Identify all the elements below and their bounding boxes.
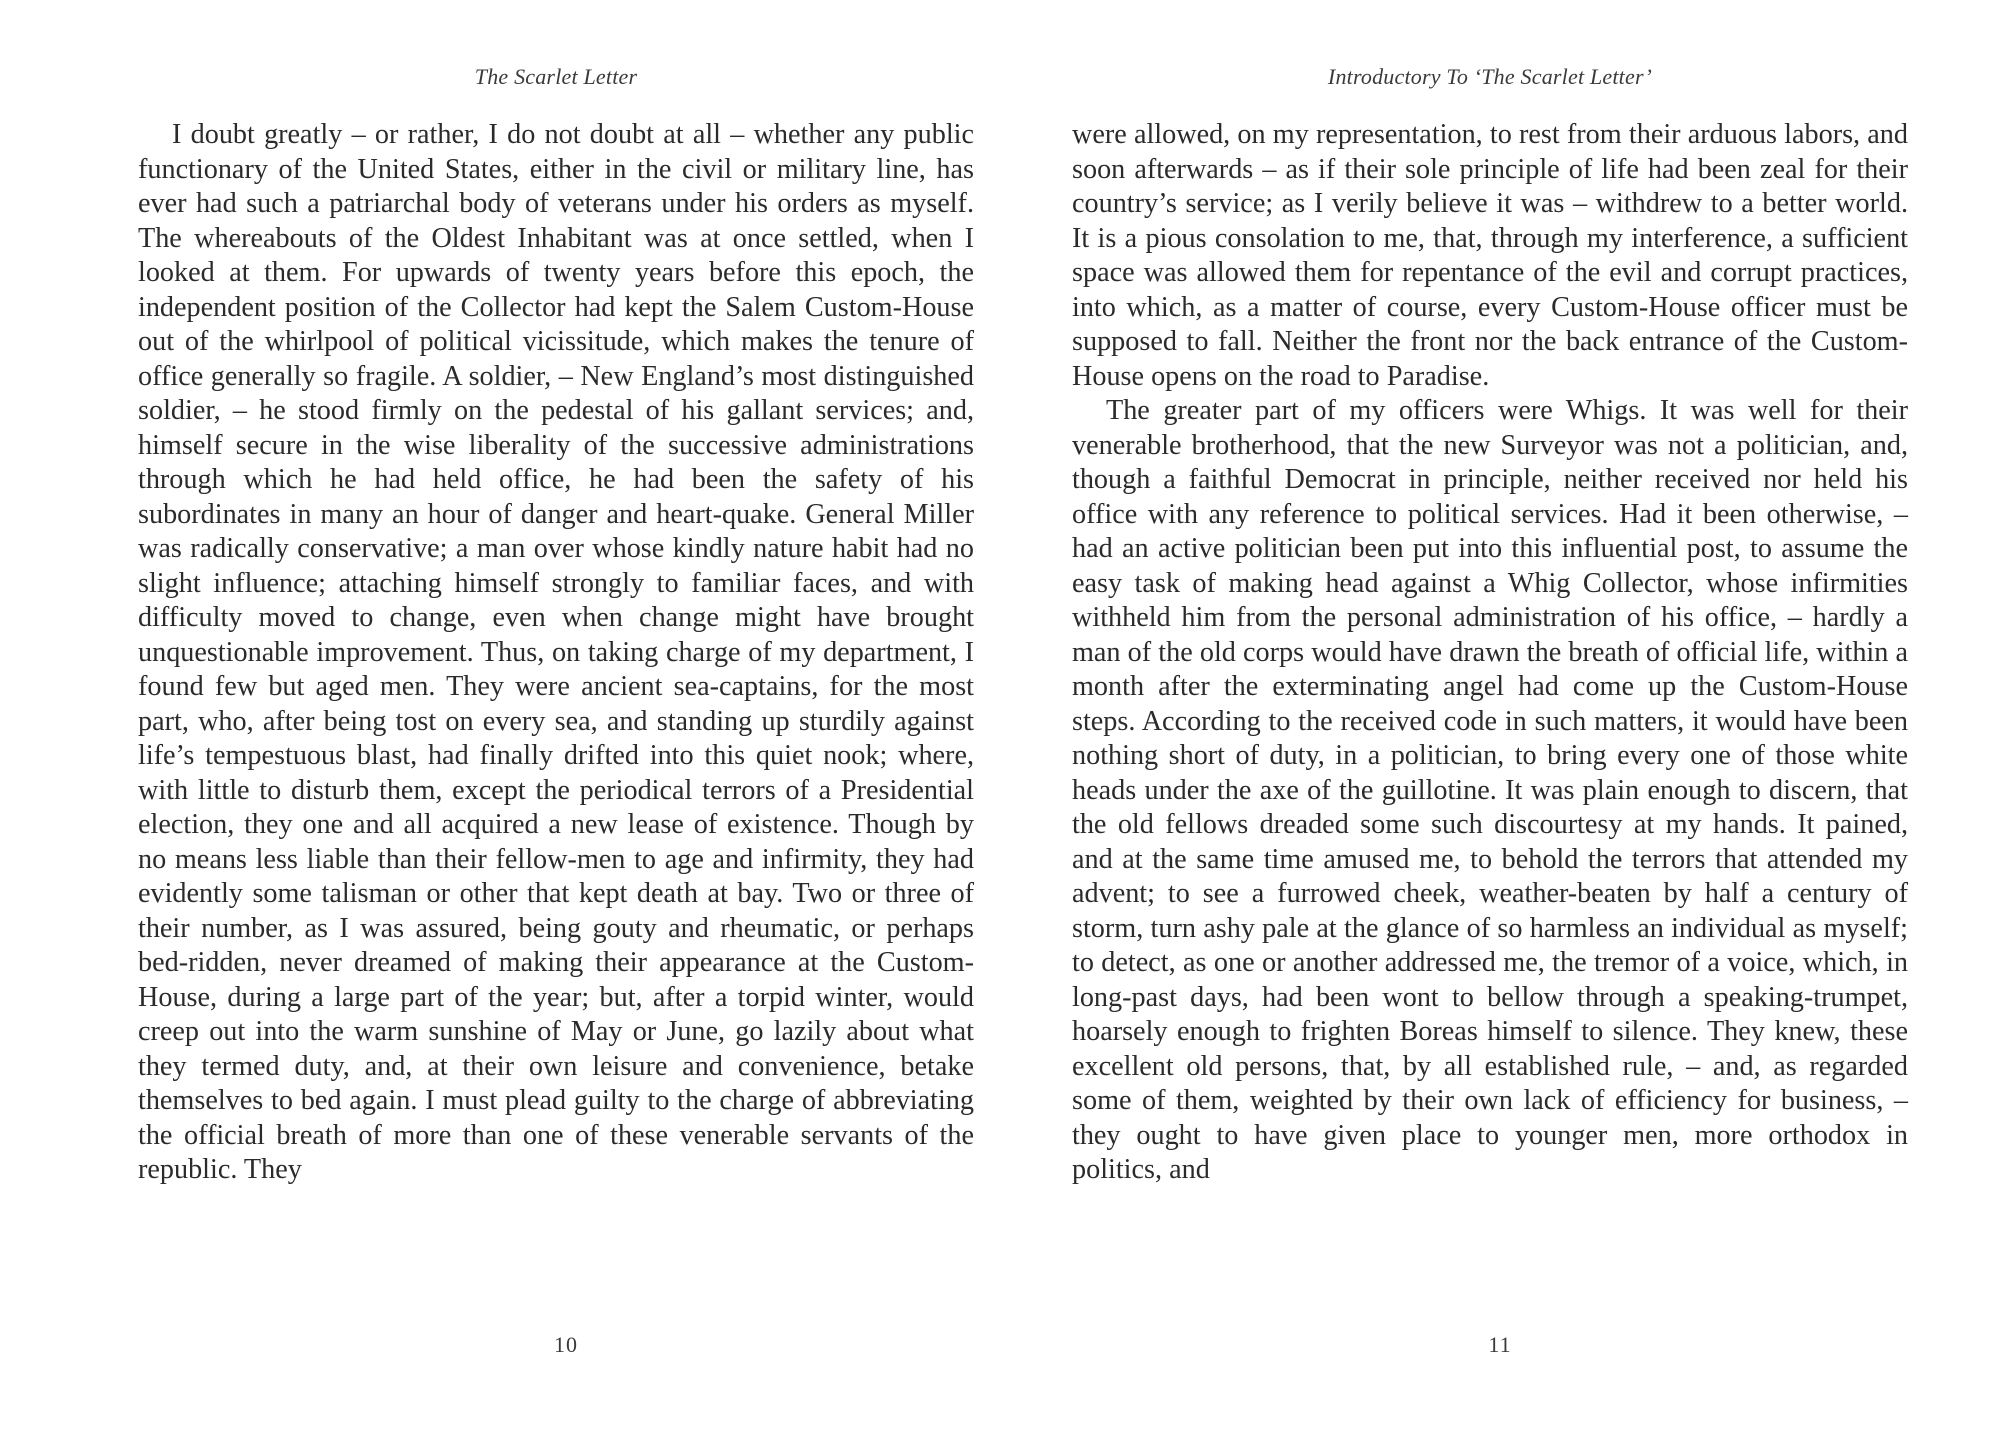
left-paragraph-1: I doubt greatly – or rather, I do not doubt at all – whether any public functionary of the United States, either in the civil or military line, has ever had such a patriarchal body of veterans under his orders as myself. The whereabouts of the Oldest Inhabitant was at once settled, when I looked at them. For upwards of twenty years before this epoch, the independent position of the Collector had kept the Salem Custom-House out of the whirlpool of political vicissitude, which makes the tenure of office generally so fragile. A soldier, – New England’s most distinguished soldier, – he stood firmly on the pedestal of his gallant services; and, himself secure in the wise liberality of the successive administrations through which he had held office, he had been the safety of his subordinates in many an hour of danger and heart-quake. General Miller was radically conservative; a man over whose kindly nature habit had no slight influence; attaching himself strongly to familiar faces, and with difficulty moved to change, even when change might have brought unquestionable improvement. Thus, on taking charge of my department, I found few but aged men. They were ancient sea-captains, for the most part, who, after being tost on every sea, and standing up sturdily against life’s tempestuous blast, had finally drifted into this quiet nook; where, with little to disturb them, except the periodical terrors of a Presidential election, they one and all acquired a new lease of existence. Though by no means less liable than their fellow-men to age and infirmity, they had evidently some talisman or other that kept death at bay. Two or three of their number, as I was assured, being gouty and rheumatic, or perhaps bed-ridden, never dreamed of making their appearance at the Custom-House, during a large part of the year; but, after a torpid winter, would creep out into the warm sunshine of May or June, go lazily about what they termed duty, and, at their own leisure and convenience, betake themselves to bed again. I must plead guilty to the charge of abbreviating the official breath of more than one of these venerable servants of the republic. They: [138, 119, 974, 1185]
left-text-block: [138, 118, 974, 1188]
right-running-head: Introductory To ‘The Scarlet Letter’: [1327, 64, 1653, 89]
left-page: [138, 0, 974, 1453]
left-running-head: The Scarlet Letter: [474, 64, 638, 89]
right-page: [1072, 0, 1908, 1453]
right-paragraph-2: The greater part of my officers were Whigs. It was well for their venerable brotherhood, that the new Surveyor was not a politician, and, though a faithful Democrat in principle, neither received nor held his office with any reference to political services. Had it been otherwise, – had an active politician been put into this influential post, to assume the easy task of making head against a Whig Collector, whose infirmities withheld him from the personal administration of his office, – hardly a man of the old corps would have drawn the breath of official life, within a month after the exterminating angel had come up the Custom-House steps. According to the received code in such matters, it would have been nothing short of duty, in a politician, to bring every one of those white heads under the axe of the guillotine. It was plain enough to discern, that the old fellows dreaded some such discourtesy at my hands. It pained, and at the same time amused me, to behold the terrors that attended my advent; to see a furrowed cheek, weather-beaten by half a century of storm, turn ashy pale at the glance of so harmless an individual as myself; to detect, as one or another addressed me, the tremor of a voice, which, in long-past days, had been wont to bellow through a speaking-trumpet, hoarsely enough to frighten Boreas himself to silence. They knew, these excellent old persons, that, by all established rule, – and, as regarded some of them, weighted by their own lack of efficiency for business, – they ought to have given place to younger men, more orthodox in politics, and: [1072, 395, 1908, 1185]
right-paragraph-1: were allowed, on my representation, to rest from their arduous labors, and soon afterwards – as if their sole principle of life had been zeal for their country’s service; as I verily believe it was – withdrew to a better world. It is a pious consolation to me, that, through my interference, a sufficient space was allowed them for repentance of the evil and corrupt practices, into which, as a matter of course, every Custom-House officer must be supposed to fall. Neither the front nor the back entrance of the Custom-House opens on the road to Paradise.: [1072, 119, 1908, 392]
right-page-number: 11: [1488, 1332, 1512, 1357]
right-text-block: [1072, 118, 1908, 1188]
left-page-number: 10: [554, 1332, 578, 1357]
